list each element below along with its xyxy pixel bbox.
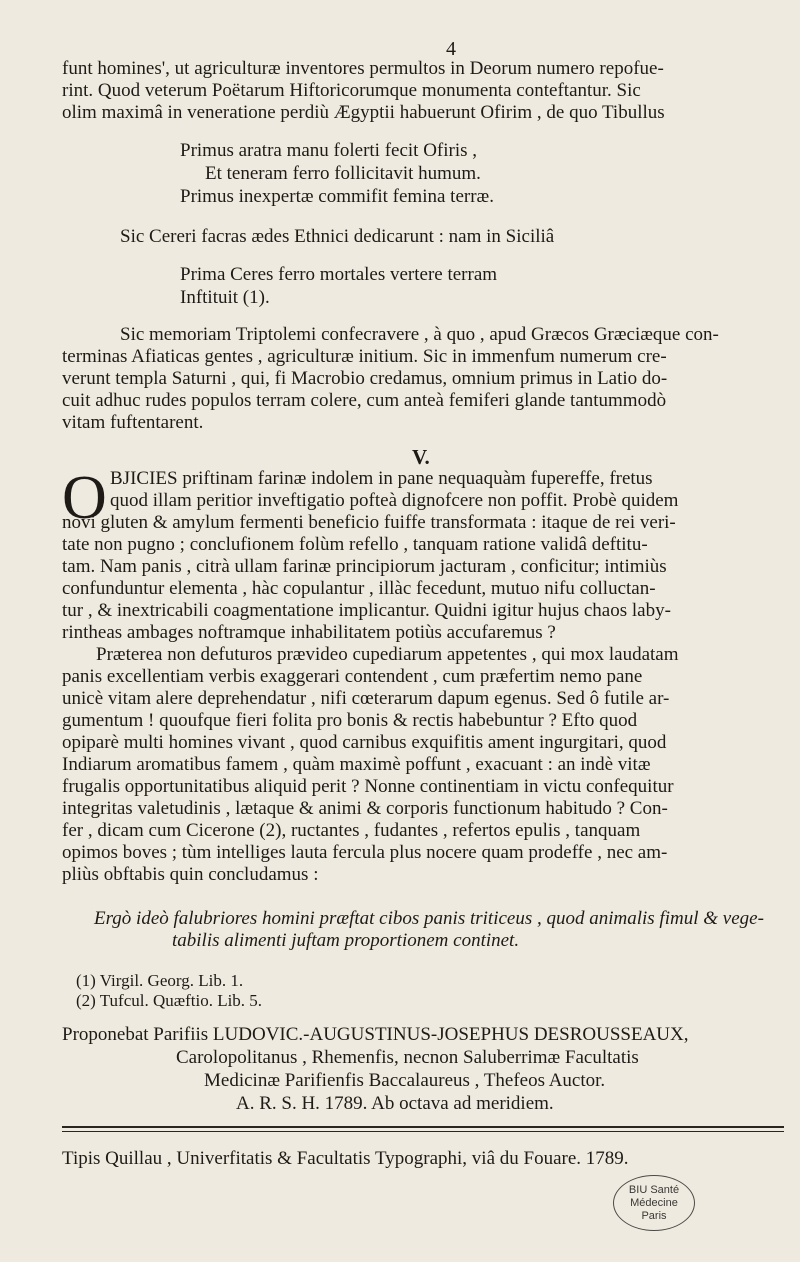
text-line: rintheas ambages noftramque inhabilitatem potiùs accufaremus ? (62, 622, 556, 643)
proposition-line: A. R. S. H. 1789. Ab octava ad meridiem. (236, 1093, 554, 1114)
text-line: gumentum ! quoufque fieri folita pro bonis & rectis habebuntur ? Efto quod (62, 710, 638, 731)
text-line: olim maximâ in veneratione perdiù Ægyptii habuerunt Ofirim , de quo Tibullus (62, 102, 665, 123)
text-line: quod illam peritior inveftigatio pofteà dignofcere non poffit. Probè quidem (110, 490, 679, 511)
text-line: fer , dicam cum Cicerone (2), ructantes , fudantes , refertos epulis , tanquam (62, 820, 641, 841)
proposition-line: Carolopolitanus , Rhemenfis, necnon Saluberrimæ Facultatis (176, 1047, 639, 1068)
library-stamp (613, 1175, 695, 1231)
stamp-text: Paris (641, 1209, 667, 1222)
text-line: pliùs obftabis quin concludamus : (62, 864, 319, 885)
section-heading: V. (412, 445, 430, 469)
text-line: integritas valetudinis , lætaque & animi & corporis functionum habitudo ? Con- (62, 798, 668, 819)
stamp-text: BIU Santé (628, 1183, 680, 1196)
verse-line: Primus inexpertæ commifit femina terræ. (180, 186, 494, 207)
text-line: tate non pugno ; conclufionem folùm refello , tanquam ratione validâ deftitu- (62, 534, 648, 555)
stamp-text: Médecine (630, 1196, 678, 1209)
verse-line: Inftituit (1). (180, 287, 270, 308)
text-line: unicè vitam alere deprehendatur , nifi cœterarum dapum egenus. Sed ô futile ar- (62, 688, 670, 709)
printer-line: Tipis Quillau , Univerfitatis & Facultatis Typographi, viâ du Fouare. 1789. (62, 1148, 629, 1169)
text-line: panis excellentiam verbis exaggerari contendent , cum præfertim nemo pane (62, 666, 643, 687)
text-line: confunduntur elementa , hàc copulantur , illàc fecedunt, mutuo nifu colluctan- (62, 578, 656, 599)
proposition-line: Proponebat Parifiis LUDOVIC.-AUGUSTINUS-JOSEPHUS DESROUSSEAUX, (62, 1024, 689, 1045)
text-line: opiparè multi homines vivant , quod carnibus exquifitis ament ingurgitari, quod (62, 732, 667, 753)
drop-cap: O (62, 464, 107, 532)
text-line: vitam fuftentarent. (62, 412, 204, 433)
text-line: tam. Nam panis , citrà ullam farinæ principiorum jacturam , conficitur; intimiùs (62, 556, 667, 577)
verse-line: Primus aratra manu folerti fecit Ofiris , (180, 140, 478, 161)
divider-rule (62, 1126, 784, 1128)
divider-rule (62, 1131, 784, 1132)
text-line: funt homines', ut agriculturæ inventores permultos in Deorum numero repofue- (62, 58, 664, 79)
text-line: tur , & inextricabili coagmentatione implicantur. Quidni igitur hujus chaos laby- (62, 600, 671, 621)
conclusion-line: Ergò ideò falubriores homini præftat cibos panis triticeus , quod animalis fimul & vege- (94, 908, 764, 929)
text-line: opimos boves ; tùm intelliges lauta fercula plus nocere quam prodeffe , nec am- (62, 842, 668, 863)
text-line: Præterea non defuturos prævideo cupediarum appetentes , qui mox laudatam (96, 644, 679, 665)
conclusion-line: tabilis alimenti juftam proportionem continet. (172, 930, 520, 951)
verse-line: Et teneram ferro follicitavit humum. (205, 163, 481, 184)
text-line: cuit adhuc rudes populos terram colere, cum anteà femiferi glande tantummodò (62, 390, 667, 411)
text-line: BJICIES priftinam farinæ indolem in pane nequaquàm fupereffe, fretus (110, 468, 653, 489)
text-line: verunt templa Saturni , qui, fi Macrobio credamus, omnium primus in Latio do- (62, 368, 668, 389)
text-line: novi gluten & amylum fermenti beneficio fuiffe transformata : itaque de rei veri- (62, 512, 676, 533)
footnote: (1) Virgil. Georg. Lib. 1. (76, 971, 244, 990)
verse-line: Prima Ceres ferro mortales vertere terram (180, 264, 498, 285)
text-line: Sic Cereri facras ædes Ethnici dedicarunt : nam in Siciliâ (120, 226, 555, 247)
text-line: terminas Afiaticas gentes , agriculturæ initium. Sic in immenfum numerum cre- (62, 346, 667, 367)
text-line: frugalis opportunitatibus aliquid perit ? Nonne continentiam in victu confequitur (62, 776, 674, 797)
footnote: (2) Tufcul. Quæftio. Lib. 5. (76, 991, 263, 1010)
proposition-line: Medicinæ Parifienfis Baccalaureus , Thefeos Auctor. (204, 1070, 606, 1091)
text-line: Sic memoriam Triptolemi confecravere , à quo , apud Græcos Græciæque con- (120, 324, 719, 345)
text-line: Indiarum aromatibus famem , quàm maximè poffunt , exacuant : an indè vitæ (62, 754, 651, 775)
text-line: rint. Quod veterum Poëtarum Hiftoricorumque monumenta conteftantur. Sic (62, 80, 641, 101)
page-number: 4 (446, 38, 456, 60)
